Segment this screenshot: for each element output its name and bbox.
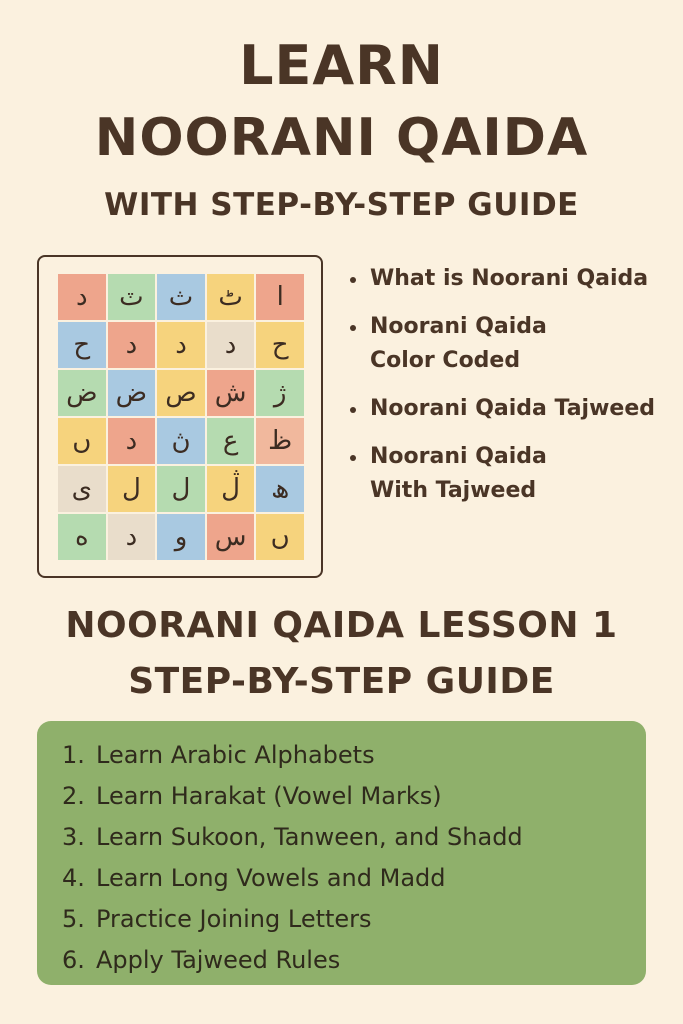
- letter-cell: ض: [108, 370, 156, 416]
- letter-cell: د: [108, 418, 156, 464]
- letter-cell: ل: [157, 466, 205, 512]
- topics-bullet-list: [348, 262, 678, 522]
- topic-text: Noorani Qaida: [370, 314, 547, 339]
- arabic-letter-chart: [37, 255, 323, 578]
- step-number: 5.: [62, 905, 85, 933]
- topic-text: Noorani Qaida: [370, 444, 547, 469]
- steps-list: [62, 735, 646, 981]
- letter-cell: د: [157, 322, 205, 368]
- letter-cell: ڷ: [207, 466, 255, 512]
- letter-cell: ح: [256, 322, 304, 368]
- letter-cell: د: [108, 322, 156, 368]
- letter-cell: ں: [58, 418, 106, 464]
- step-text: Learn Arabic Alphabets: [96, 741, 375, 769]
- step-item: [62, 735, 646, 776]
- letter-cell: ص: [157, 370, 205, 416]
- letter-cell: ھ: [256, 466, 304, 512]
- letter-cell: س: [207, 514, 255, 560]
- letter-cell: ض: [58, 370, 106, 416]
- step-item: [62, 817, 646, 858]
- step-item: [62, 899, 646, 940]
- letter-cell: ه: [58, 514, 106, 560]
- title-line-noorani-qaida: NOORANI QAIDA: [94, 108, 589, 168]
- letter-cell: ظ: [256, 418, 304, 464]
- step-number: 6.: [62, 946, 85, 974]
- letter-cell: د: [58, 274, 106, 320]
- title-line-learn: LEARN: [239, 34, 444, 97]
- topic-text: With Tajweed: [370, 478, 537, 503]
- letter-cell: ش: [207, 370, 255, 416]
- letter-cell: د: [207, 322, 255, 368]
- letter-cell: ں: [256, 514, 304, 560]
- letter-cell: و: [157, 514, 205, 560]
- topic-item: [348, 310, 678, 378]
- step-text: Practice Joining Letters: [96, 905, 372, 933]
- topic-item: [348, 440, 678, 508]
- letter-grid: [58, 274, 304, 560]
- step-item: [62, 776, 646, 817]
- step-item: [62, 858, 646, 899]
- letter-cell: د: [108, 514, 156, 560]
- letter-cell: ح: [58, 322, 106, 368]
- letter-cell: ع: [207, 418, 255, 464]
- topic-item: [348, 262, 678, 296]
- letter-cell: ژ: [256, 370, 304, 416]
- letter-cell: ا: [256, 274, 304, 320]
- letter-cell: ٽ: [108, 274, 156, 320]
- letter-cell: ی: [58, 466, 106, 512]
- lesson-heading-line1: NOORANI QAIDA LESSON 1: [65, 605, 618, 646]
- letter-cell: ل: [108, 466, 156, 512]
- step-number: 2.: [62, 782, 85, 810]
- topic-item: [348, 392, 678, 426]
- step-number: 1.: [62, 741, 85, 769]
- step-text: Learn Sukoon, Tanween, and Shadd: [96, 823, 523, 851]
- title-subtitle: WITH STEP-BY-STEP GUIDE: [104, 187, 579, 223]
- step-item: [62, 940, 646, 981]
- step-text: Learn Long Vowels and Madd: [96, 864, 446, 892]
- step-number: 3.: [62, 823, 85, 851]
- topic-text: What is Noorani Qaida: [370, 266, 649, 291]
- letter-cell: ڽ: [157, 418, 205, 464]
- steps-panel: [37, 721, 646, 985]
- topic-text: Noorani Qaida Tajweed: [370, 396, 656, 421]
- letter-cell: ث: [157, 274, 205, 320]
- letter-cell: ٹ: [207, 274, 255, 320]
- topic-text: Color Coded: [370, 348, 521, 373]
- step-number: 4.: [62, 864, 85, 892]
- step-text: Apply Tajweed Rules: [96, 946, 341, 974]
- lesson-heading-line2: STEP-BY-STEP GUIDE: [128, 661, 555, 702]
- step-text: Learn Harakat (Vowel Marks): [96, 782, 442, 810]
